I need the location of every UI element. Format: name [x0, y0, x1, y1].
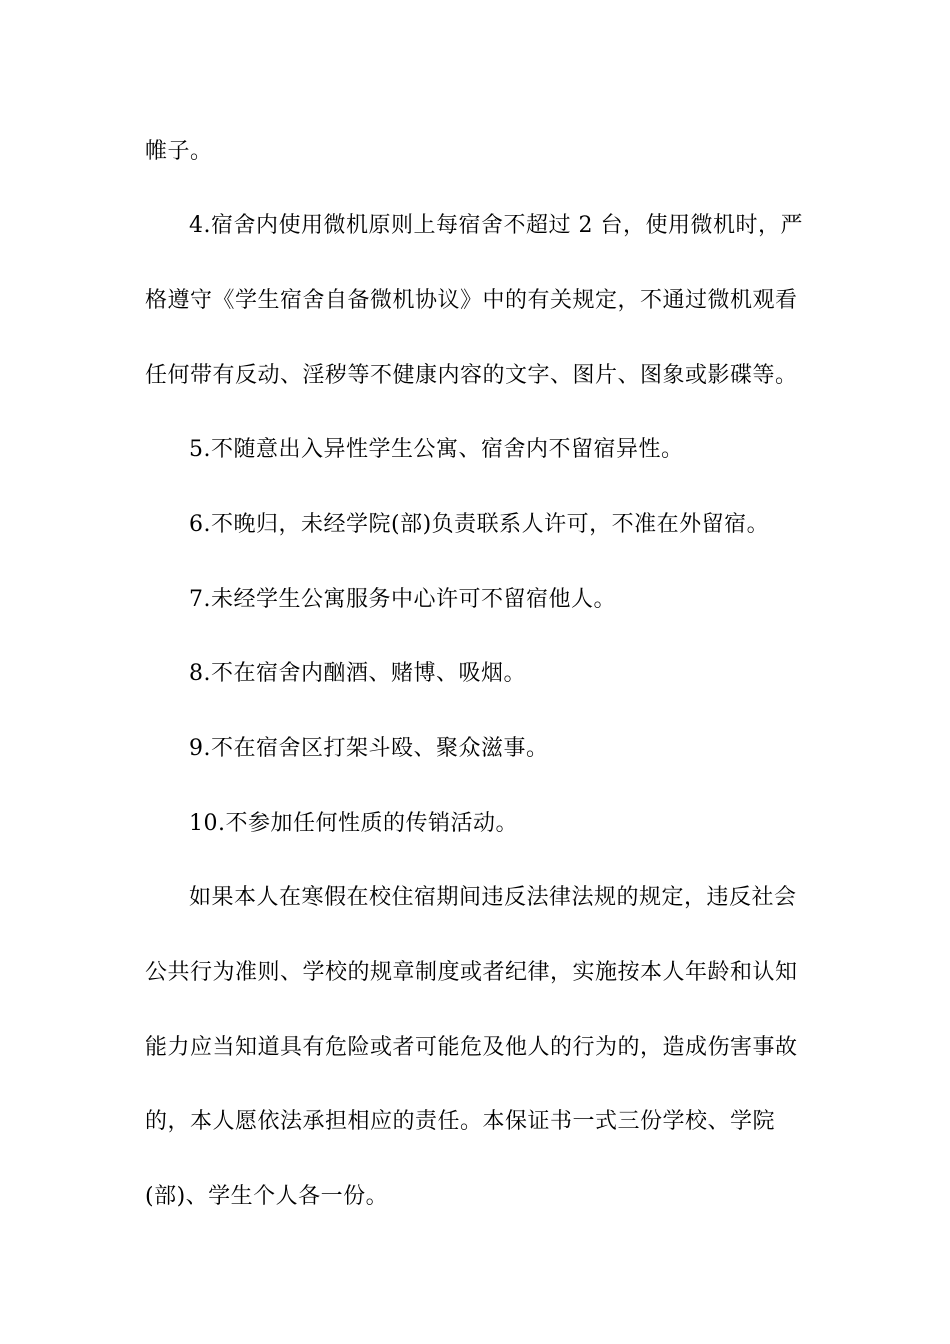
closing-paragraph-line: 如果本人在寒假在校住宿期间违反法律法规的规定，违反社会 — [189, 885, 797, 910]
rule-item-6: 6.不晚归，未经学院(部)负责联系人许可，不准在外留宿。 — [189, 512, 770, 537]
paragraph-line: 格遵守《学生宿舍自备微机协议》中的有关规定，不通过微机观看 — [145, 288, 798, 313]
rule-item-4: 4.宿舍内使用微机原则上每宿舍不超过 2 台，使用微机时，严 — [189, 213, 803, 238]
rule-item-8: 8.不在宿舍内酗酒、赌博、吸烟。 — [189, 661, 526, 686]
rule-item-7: 7.未经学生公寓服务中心许可不留宿他人。 — [189, 587, 616, 612]
closing-paragraph-line: 的，本人愿依法承担相应的责任。本保证书一式三份学校、学院 — [145, 1109, 776, 1134]
paragraph-line: 帷子。 — [145, 139, 213, 164]
rule-item-9: 9.不在宿舍区打架斗殴、聚众滋事。 — [189, 736, 549, 761]
closing-paragraph-line: 能力应当知道具有危险或者可能危及他人的行为的，造成伤害事故 — [145, 1035, 798, 1060]
closing-paragraph-line: 公共行为准则、学校的规章制度或者纪律，实施按本人年龄和认知 — [145, 960, 798, 985]
rule-item-10: 10.不参加任何性质的传销活动。 — [189, 811, 518, 836]
paragraph-line: 任何带有反动、淫秽等不健康内容的文字、图片、图象或影碟等。 — [145, 363, 798, 388]
rule-item-5: 5.不随意出入异性学生公寓、宿舍内不留宿异性。 — [189, 437, 684, 462]
closing-paragraph-line: (部)、学生个人各一份。 — [145, 1184, 389, 1209]
